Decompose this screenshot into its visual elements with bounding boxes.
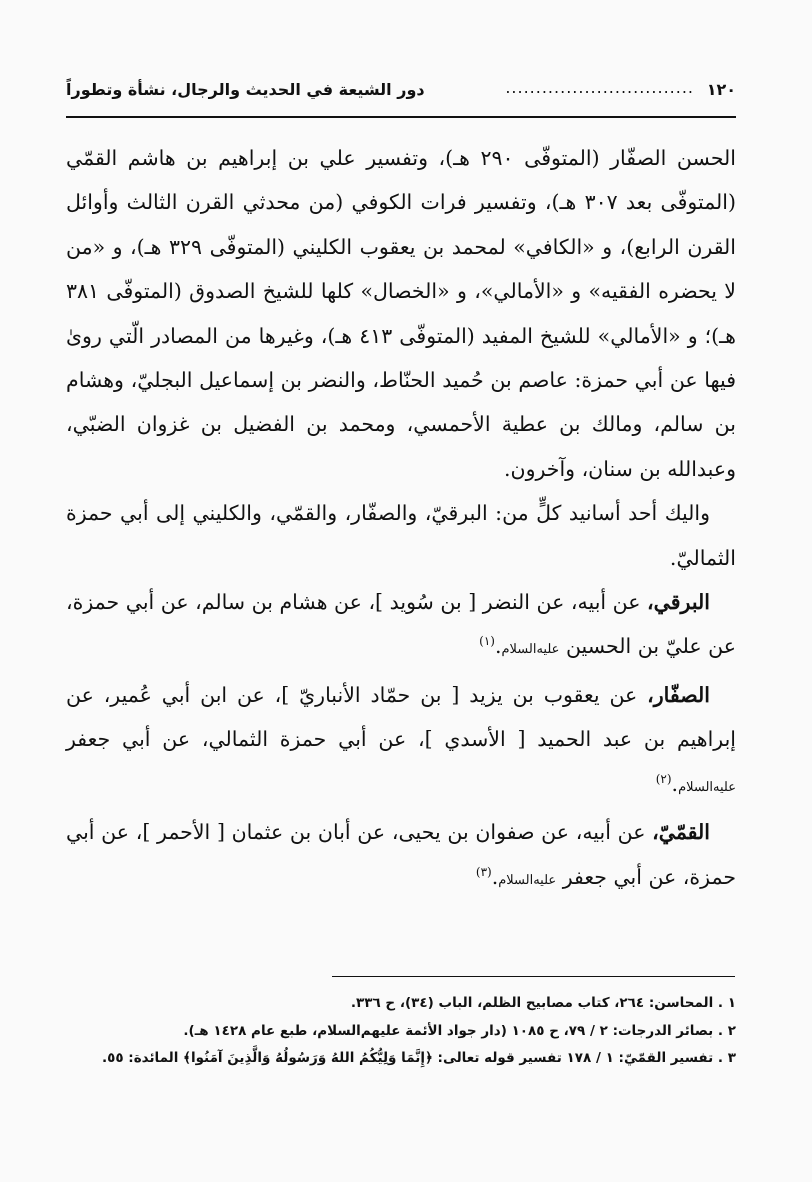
page-number: ١٢٠ (706, 80, 736, 99)
chain-narrator-name: الصفّار، (647, 682, 710, 707)
footnote-ref[interactable]: (١) (479, 634, 495, 649)
running-header (66, 76, 736, 110)
honorific-mark: عليه‌السلام (678, 779, 736, 795)
chain-narrator-name: البرقي، (647, 590, 710, 615)
footnote-3: ٣ . تفسير القمّيّ: ١ / ١٧٨ تفسير قوله تعالى: ﴿إِنَّمَا وَلِيُّكُمُ اللهُ وَرَسُولُهُ وَالَّذِينَ آمَنُوا﴾ المائدة: ٥٥. (101, 1050, 736, 1066)
header-leader-dots: ............................... (505, 78, 694, 97)
chain-text: عن أبيه، عن النضر [ بن سُويد ]، عن هشام بن سالم، عن أبي حمزة، عن عليّ بن الحسين (66, 590, 736, 659)
footnotes (66, 990, 736, 1073)
paragraph-intro: واليك أحد أسانيد كلٍّ من: البرقيّ، والصفّار، والقمّي، والكليني إلى أبي حمزة الثماليّ. (66, 501, 736, 570)
footnote-separator (332, 976, 735, 977)
chain-narrator-name: القمّيّ، (652, 820, 710, 845)
chain-text: عن يعقوب بن يزيد [ بن حمّاد الأنباريّ ]، عن ابن أبي عُمير، عن إبراهيم بن عبد الحميد [ الأسدي ]، عن أبي حمزة الثمالي، عن أبي جعفر (66, 682, 736, 752)
paragraph-sources: الحسن الصفّار (المتوفّى ٢٩٠ هـ)، وتفسير علي بن إبراهيم بن هاشم القمّي (المتوفّى بعد ٣٠٧ هـ)، وتفسير فرات الكوفي (من محدثي القرن الثالث وأوائل القرن الرابع)، و «الكافي» لمحمد بن يعقوب الكليني (المتوفّى ٣٢٩ هـ)، و «من لا يحضره الفقيه» و «الأمالي»، و «الخصال» كلها للشيخ الصدوق (المتوفّى ٣٨١ هـ)؛ و «الأمالي» للشيخ المفيد (المتوفّى ٤١٣ هـ)، وغيرها من المصادر الّتي روىٰ فيها عن أبي حمزة: عاصم بن حُميد الحنّاط، والنضر بن إسماعيل البجليّ، وهشام بن سالم، ومالك بن عطية الأحمسي، ومحمد بن الفضيل بن غزوان الضبّي، وعبدالله بن سنان، وآخرون. (66, 146, 737, 481)
main-text (66, 136, 736, 903)
chain-text: عن أبيه، عن صفوان بن يحيى، عن أبان بن عثمان [ الأحمر ]، عن أبي حمزة، عن أبي جعفر (66, 820, 736, 889)
header-rule (66, 116, 736, 118)
chain-qummi: القمّيّ، عن أبيه، عن صفوان بن يحيى، عن أبان بن عثمان [ الأحمر ]، عن أبي حمزة، عن أبي جعفر عليه‌السلام.$^{(٣)}$ (66, 820, 736, 889)
header-title: دور الشيعة في الحديث والرجال، نشأة وتطوراً (66, 80, 425, 99)
honorific-mark: عليه‌السلام (501, 642, 560, 658)
footnote-ref[interactable]: (٣) (475, 864, 492, 879)
chain-barqi: البرقي، عن أبيه، عن النضر [ بن سُويد ]، عن هشام بن سالم، عن أبي حمزة، عن عليّ بن الحسين عليه‌السلام.$^{(١)}$ (66, 590, 736, 659)
footnote-1: ١ . المحاسن: ٢٦٤، كتاب مصابيح الظلم، الباب (٣٤)، ح ٣٣٦. (350, 995, 736, 1011)
honorific-mark: عليه‌السلام (498, 872, 557, 888)
chain-saffar: الصفّار، عن يعقوب بن يزيد [ بن حمّاد الأنباريّ ]، عن ابن أبي عُمير، عن إبراهيم بن عبد الحميد [ الأسدي ]، عن أبي حمزة الثمالي، عن أبي جعفر عليه‌السلام.$^{(٢)}$ (66, 682, 736, 796)
footnote-ref[interactable]: (٢) (655, 771, 672, 786)
footnote-2: ٢ . بصائر الدرجات: ٢ / ٧٩، ح ١٠٨٥ (دار جواد الأئمة عليهم‌السلام، طبع عام ١٤٢٨ هـ). (183, 1022, 736, 1039)
